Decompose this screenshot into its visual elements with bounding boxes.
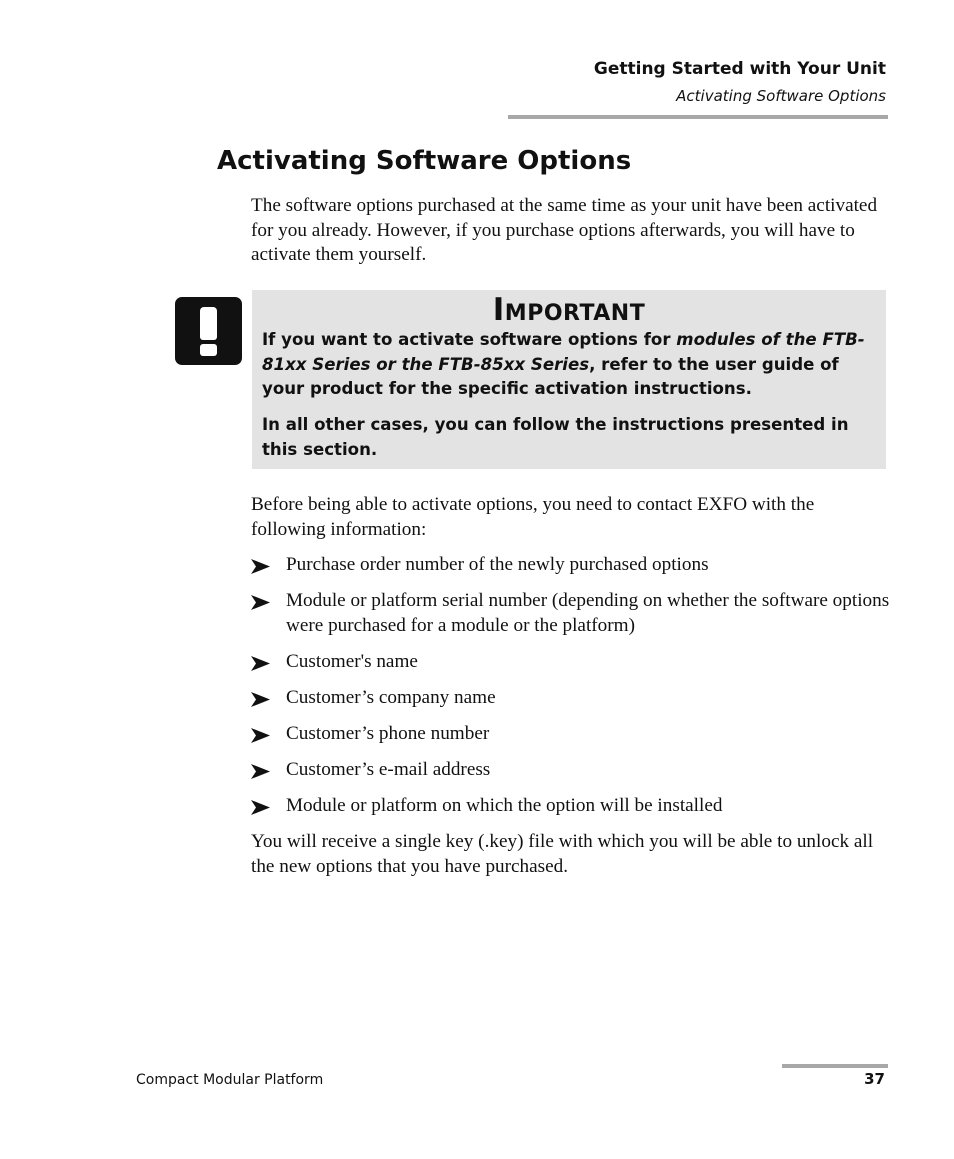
running-header xyxy=(506,57,886,107)
arrow-bullet-icon xyxy=(251,800,270,815)
list-item xyxy=(251,686,891,711)
important-notice xyxy=(252,290,886,469)
exclamation-bar xyxy=(200,307,217,340)
list-item xyxy=(251,553,891,578)
arrow-bullet-icon xyxy=(251,656,270,671)
important-para1-prefix: If you want to activate software options for xyxy=(262,330,677,349)
arrow-bullet-icon xyxy=(251,692,270,707)
list-item xyxy=(251,722,891,747)
important-para1-italic: modules of the FTB-81xx Series or the FTB-85xx Series xyxy=(262,330,865,374)
closing-paragraph: You will receive a single key (.key) file with which you will be able to unlock all the new options that you have purchased. xyxy=(251,831,874,877)
intro-paragraph: The software options purchased at the same time as your unit have been activated for you already. However, if you purchase options afterwards, you will have to activate them yourself. xyxy=(251,195,878,265)
important-paragraph-2: In all other cases, you can follow the instructions presented in this section. xyxy=(262,415,849,459)
list-item xyxy=(251,758,891,783)
list-item-text: Customer’s company name xyxy=(286,686,496,708)
list-item xyxy=(251,650,891,675)
list-item-text: Customer’s phone number xyxy=(286,722,490,744)
list-item-text: Customer's name xyxy=(286,650,418,672)
header-chapter-title: Getting Started with Your Unit xyxy=(593,59,886,79)
exclamation-dot xyxy=(200,344,217,356)
footer-document-title: Compact Modular Platform xyxy=(136,1072,324,1088)
information-list xyxy=(251,553,891,830)
important-para1-suffix: , refer to the user guide of your product for the specific activation instructions. xyxy=(262,354,839,398)
contact-intro-paragraph: Before being able to activate options, you need to contact EXFO with the following information: xyxy=(251,494,815,540)
page-number: 37 xyxy=(864,1070,885,1088)
arrow-bullet-icon xyxy=(251,595,270,610)
important-paragraph-1 xyxy=(262,328,878,402)
arrow-bullet-icon xyxy=(251,559,270,574)
important-title: Important xyxy=(492,292,646,328)
header-section-title: Activating Software Options xyxy=(676,87,886,105)
header-divider xyxy=(508,115,888,119)
list-item-text: Customer’s e-mail address xyxy=(286,758,491,780)
list-item-text: Purchase order number of the newly purchased options xyxy=(286,554,709,575)
footer-divider xyxy=(782,1064,888,1068)
exclamation-icon xyxy=(175,297,242,365)
arrow-bullet-icon xyxy=(251,764,270,779)
page-title: Activating Software Options xyxy=(217,146,632,176)
list-item xyxy=(251,794,891,819)
list-item-text: Module or platform on which the option will be installed xyxy=(286,794,723,816)
list-item xyxy=(251,589,891,638)
arrow-bullet-icon xyxy=(251,728,270,743)
list-item-text: Module or platform serial number (depending on whether the software options were purchased for a module or the platform) xyxy=(286,590,890,636)
